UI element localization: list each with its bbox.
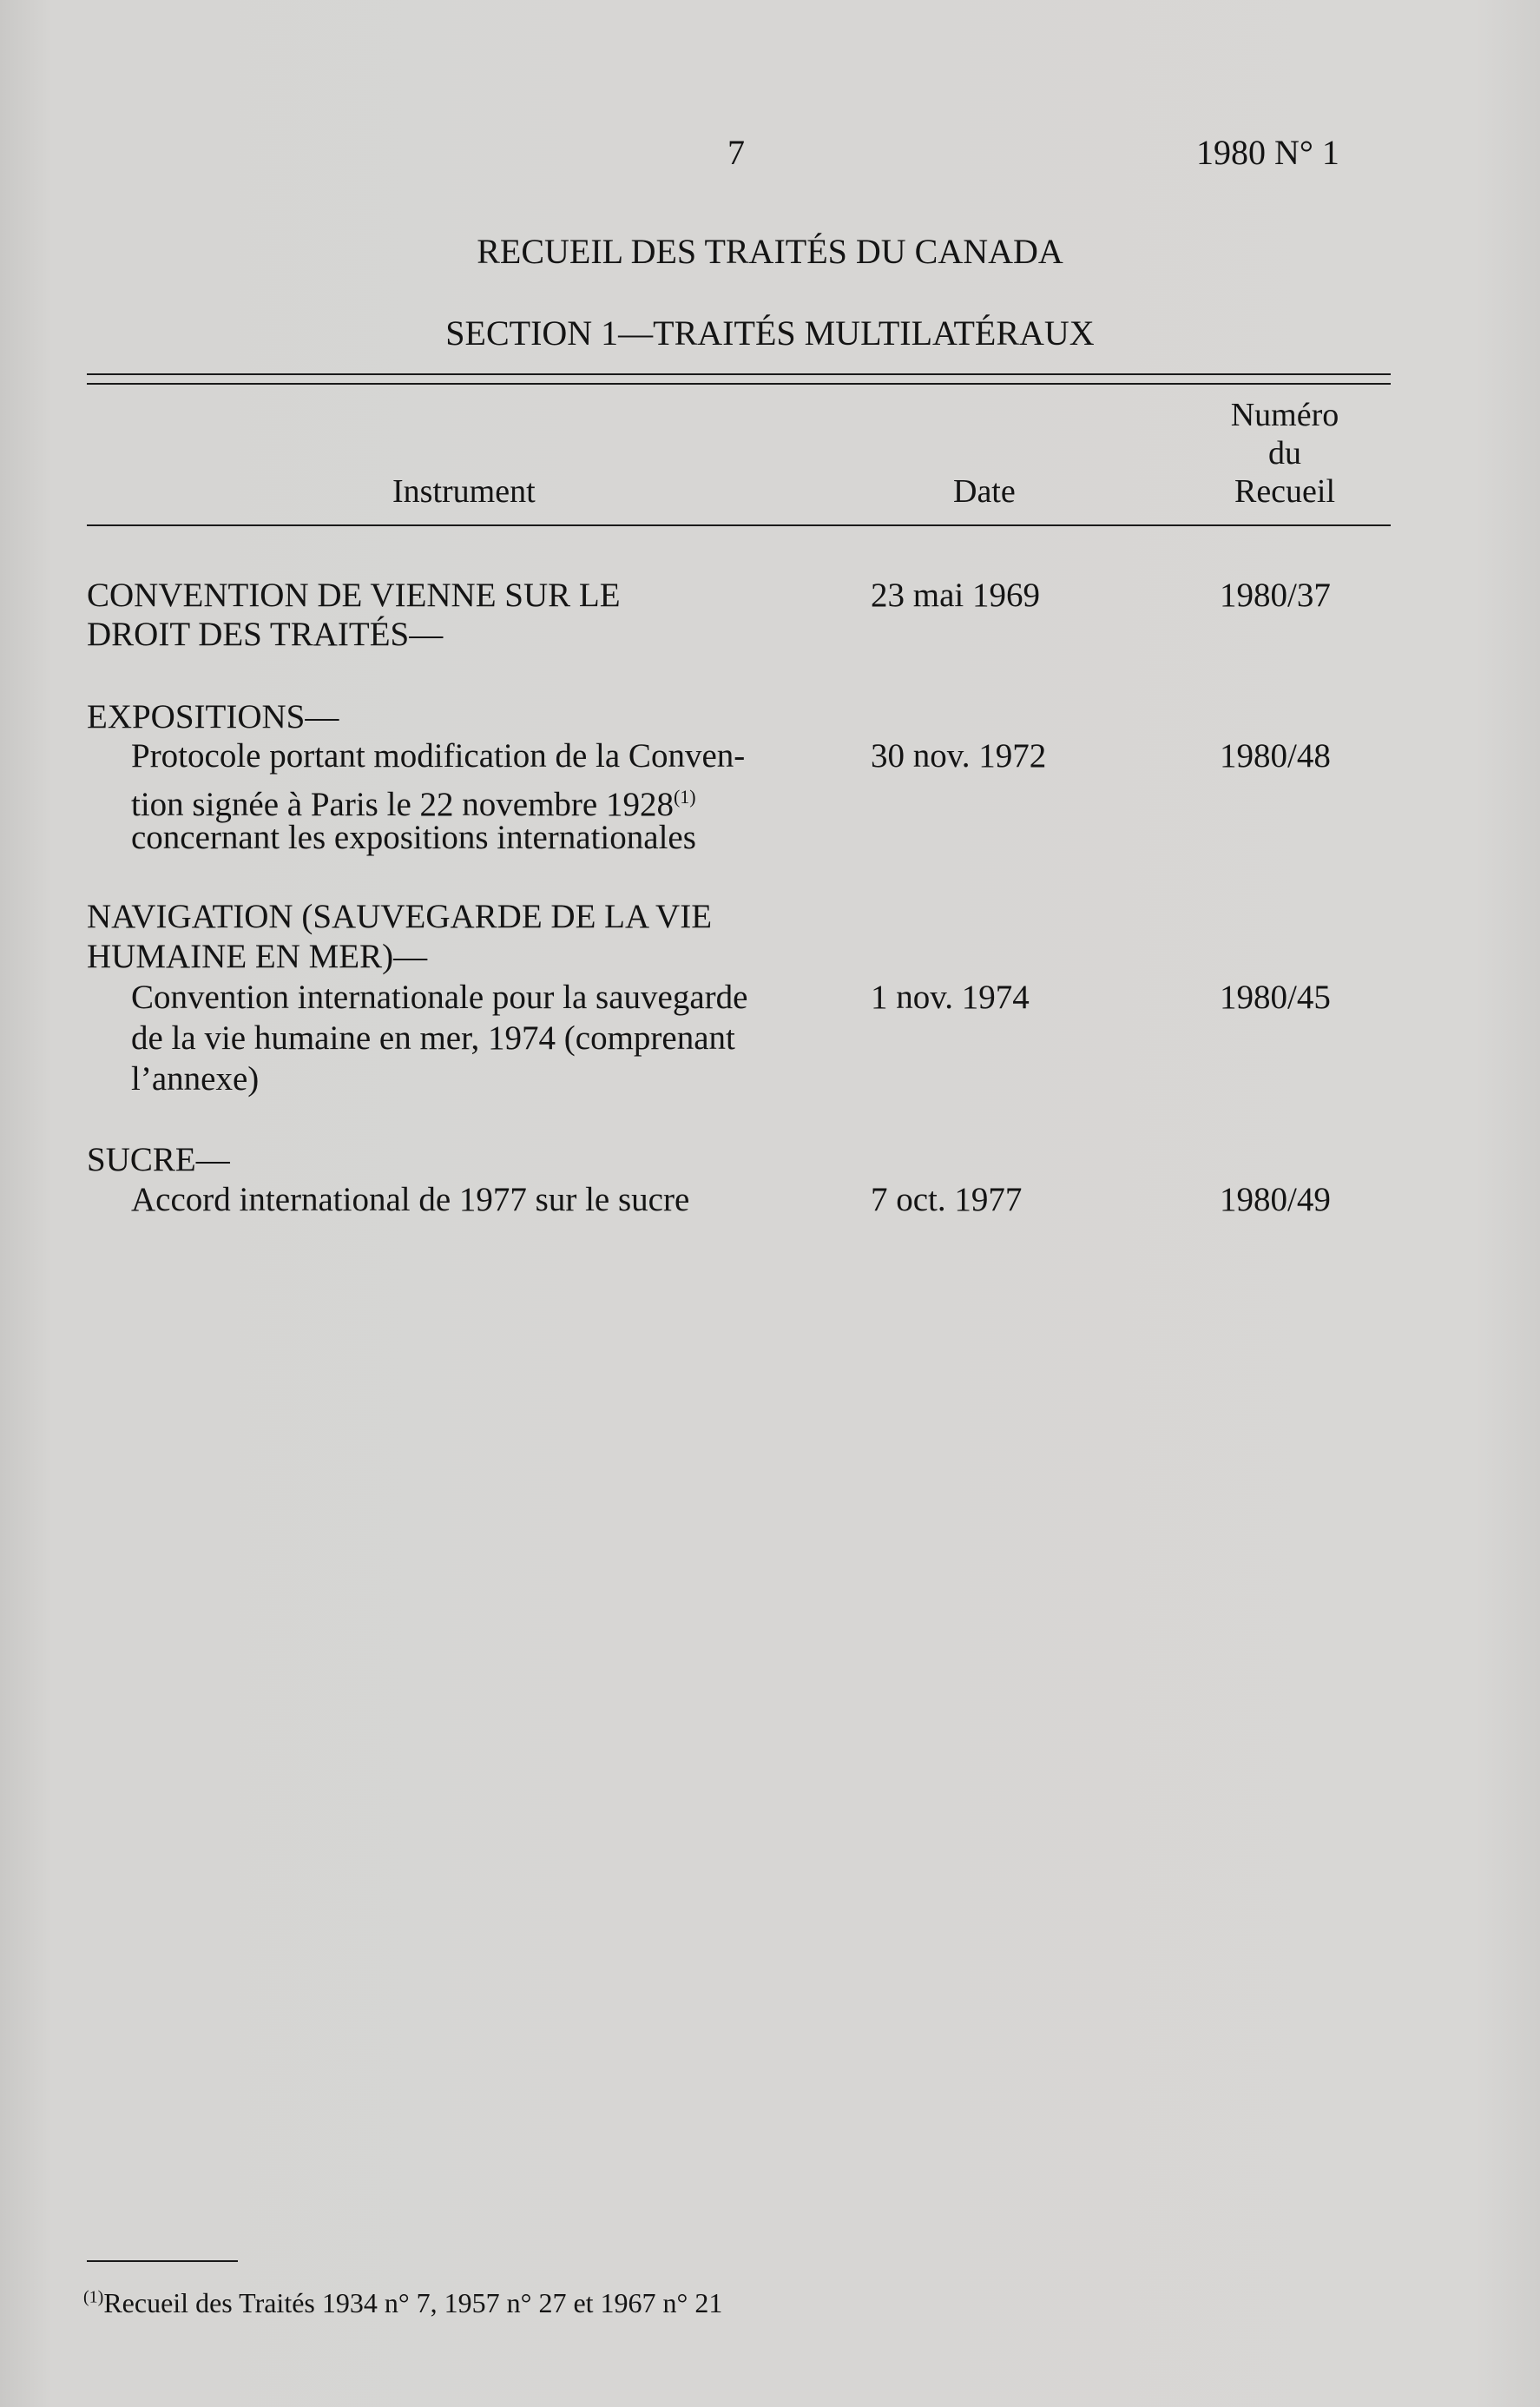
entry-date: 23 mai 1969 (871, 577, 1040, 614)
entry-heading: DROIT DES TRAITÉS— (87, 616, 444, 653)
entry-date: 1 nov. 1974 (871, 979, 1030, 1016)
footnote-marker: (1) (83, 2287, 104, 2307)
entry-heading: SUCRE— (87, 1141, 230, 1178)
double-rule-bottom (87, 383, 1391, 385)
footnote-text: Recueil des Traités 1934 n° 7, 1957 n° 27 et 1967 n° 21 (103, 2287, 723, 2318)
entry-numero: 1980/45 (1220, 979, 1331, 1016)
entry-heading: EXPOSITIONS— (87, 698, 339, 735)
double-rule-top (87, 373, 1391, 375)
entry-description: concernant les expositions internationales (131, 819, 696, 856)
column-header-du: du (1268, 435, 1301, 472)
header-rule (87, 524, 1391, 526)
entry-description: Convention internationale pour la sauvegarde (131, 979, 748, 1016)
entry-description: l’annexe) (131, 1060, 260, 1098)
entry-numero: 1980/37 (1220, 577, 1331, 614)
volume-number: 1980 N° 1 (1196, 133, 1339, 172)
entry-date: 7 oct. 1977 (871, 1181, 1023, 1218)
entry-heading: CONVENTION DE VIENNE SUR LE (87, 577, 621, 614)
section-title: SECTION 1—TRAITÉS MULTILATÉRAUX (445, 313, 1095, 353)
entry-numero: 1980/49 (1220, 1181, 1331, 1218)
entry-description: Accord international de 1977 sur le sucre (131, 1181, 690, 1218)
entry-description: Protocole portant modification de la Conven- (131, 737, 746, 775)
column-header-recueil: Recueil (1234, 473, 1336, 510)
column-header-date: Date (953, 473, 1016, 510)
entry-heading: HUMAINE EN MER)— (87, 938, 428, 975)
document-title: RECUEIL DES TRAITÉS DU CANADA (477, 232, 1063, 271)
entry-description: de la vie humaine en mer, 1974 (comprenant (131, 1019, 735, 1057)
entry-heading: NAVIGATION (SAUVEGARDE DE LA VIE (87, 898, 713, 935)
entry-description: tion signée à Paris le 22 novembre 1928$^{(1)}$ (131, 786, 696, 823)
footnote-ref: (1) (673, 786, 696, 808)
entry-date: 30 nov. 1972 (871, 737, 1047, 775)
footnote (83, 2287, 722, 2319)
entry-numero: 1980/48 (1220, 737, 1331, 775)
column-header-instrument: Instrument (392, 473, 536, 510)
column-header-numero: Numéro (1230, 397, 1339, 433)
page-number: 7 (727, 133, 745, 172)
footnote-rule (87, 2260, 238, 2262)
